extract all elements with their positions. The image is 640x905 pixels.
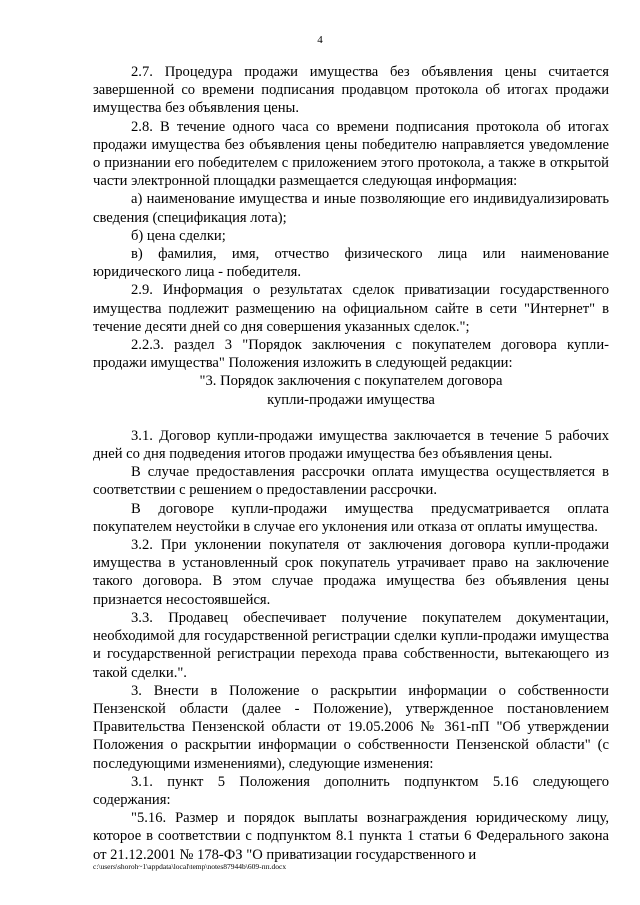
document-body <box>93 63 609 864</box>
page-number: 4 <box>317 34 323 46</box>
footer-file-path: c:\users\shoroh~1\appdata\local\temp\notes87944b\609-пп.docx <box>93 862 287 871</box>
paragraph-2-2-3: 2.2.3. раздел 3 "Порядок заключения с покупателем договора купли-продажи имущества" Положения изложить в следующей редакции: <box>93 337 609 372</box>
paragraph-3-1-point5: 3.1. пункт 5 Положения дополнить подпунктом 5.16 следующего содержания: <box>93 773 609 808</box>
paragraph-penalty: В договоре купли-продажи имущества предусматривается оплата покупателем неустойки в случае его уклонения или отказа от оплаты имущества. <box>93 500 609 535</box>
paragraph-2-9: 2.9. Информация о результатах сделок приватизации государственного имущества подлежит размещению на официальном сайте в сети "Интернет" в течение десяти дней со дня совершения указанных сделок."; <box>93 282 609 335</box>
paragraph-item-b: б) цена сделки; <box>131 227 226 244</box>
paragraph-installment: В случае предоставления рассрочки оплата имущества осуществляется в соответствии с решением о предоставлении рассрочки. <box>93 464 609 499</box>
paragraph-2-8: 2.8. В течение одного часа со времени подписания протокола об итогах продажи имущества без объявления цены победителю направляется уведомление о признании его победителем с приложением этого протокола, а также в открытой части электронной площадки размещается следующая информация: <box>93 118 609 190</box>
paragraph-item-v: в) фамилия, имя, отчество физического лица или наименование юридического лица - победителя. <box>93 246 609 281</box>
paragraph-3: 3. Внести в Положение о раскрытии информации о собственности Пензенской области (далее - Положение), утвержденное постановлением Правительства Пензенской области от 19.05.2006 № 361-пП "Об утверждении Положения о раскрытии информации о собственности Пензенской области" (с последующими изменениями), следующие изменения: <box>93 682 609 772</box>
section-heading-line1: "3. Порядок заключения с покупателем договора <box>199 373 503 390</box>
paragraph-5-16: "5.16. Размер и порядок выплаты вознаграждения юридическому лицу, которое в соответствии с подпунктом 8.1 пункта 1 статьи 6 Федерального закона от 21.12.2001 № 178-ФЗ "О приватизации государственного и <box>93 810 609 863</box>
paragraph-item-a: а) наименование имущества и иные позволяющие его индивидуализировать сведения (спецификация лота); <box>93 191 609 226</box>
section-heading <box>93 372 609 408</box>
paragraph-3-3: 3.3. Продавец обеспечивает получение покупателем документации, необходимой для государственной регистрации сделки купли-продажи имущества и государственной регистрации перехода права собственности, вытекающего из такой сделки.". <box>93 609 609 681</box>
section-heading-line2: купли-продажи имущества <box>267 391 435 408</box>
paragraph-2-7: 2.7. Процедура продажи имущества без объявления цены считается завершенной со времени подписания продавцом протокола об итогах продажи имущества без объявления цены. <box>93 64 609 117</box>
paragraph-3-1: 3.1. Договор купли-продажи имущества заключается в течение 5 рабочих дней со дня подведения итогов продажи имущества без объявления цены. <box>93 427 609 463</box>
paragraph-3-2: 3.2. При уклонении покупателя от заключения договора купли-продажи имущества в установленный срок покупатель утрачивает право на заключение такого договора. В этом случае продажа имущества без объявления цены признается несостоявшейся. <box>93 537 609 608</box>
